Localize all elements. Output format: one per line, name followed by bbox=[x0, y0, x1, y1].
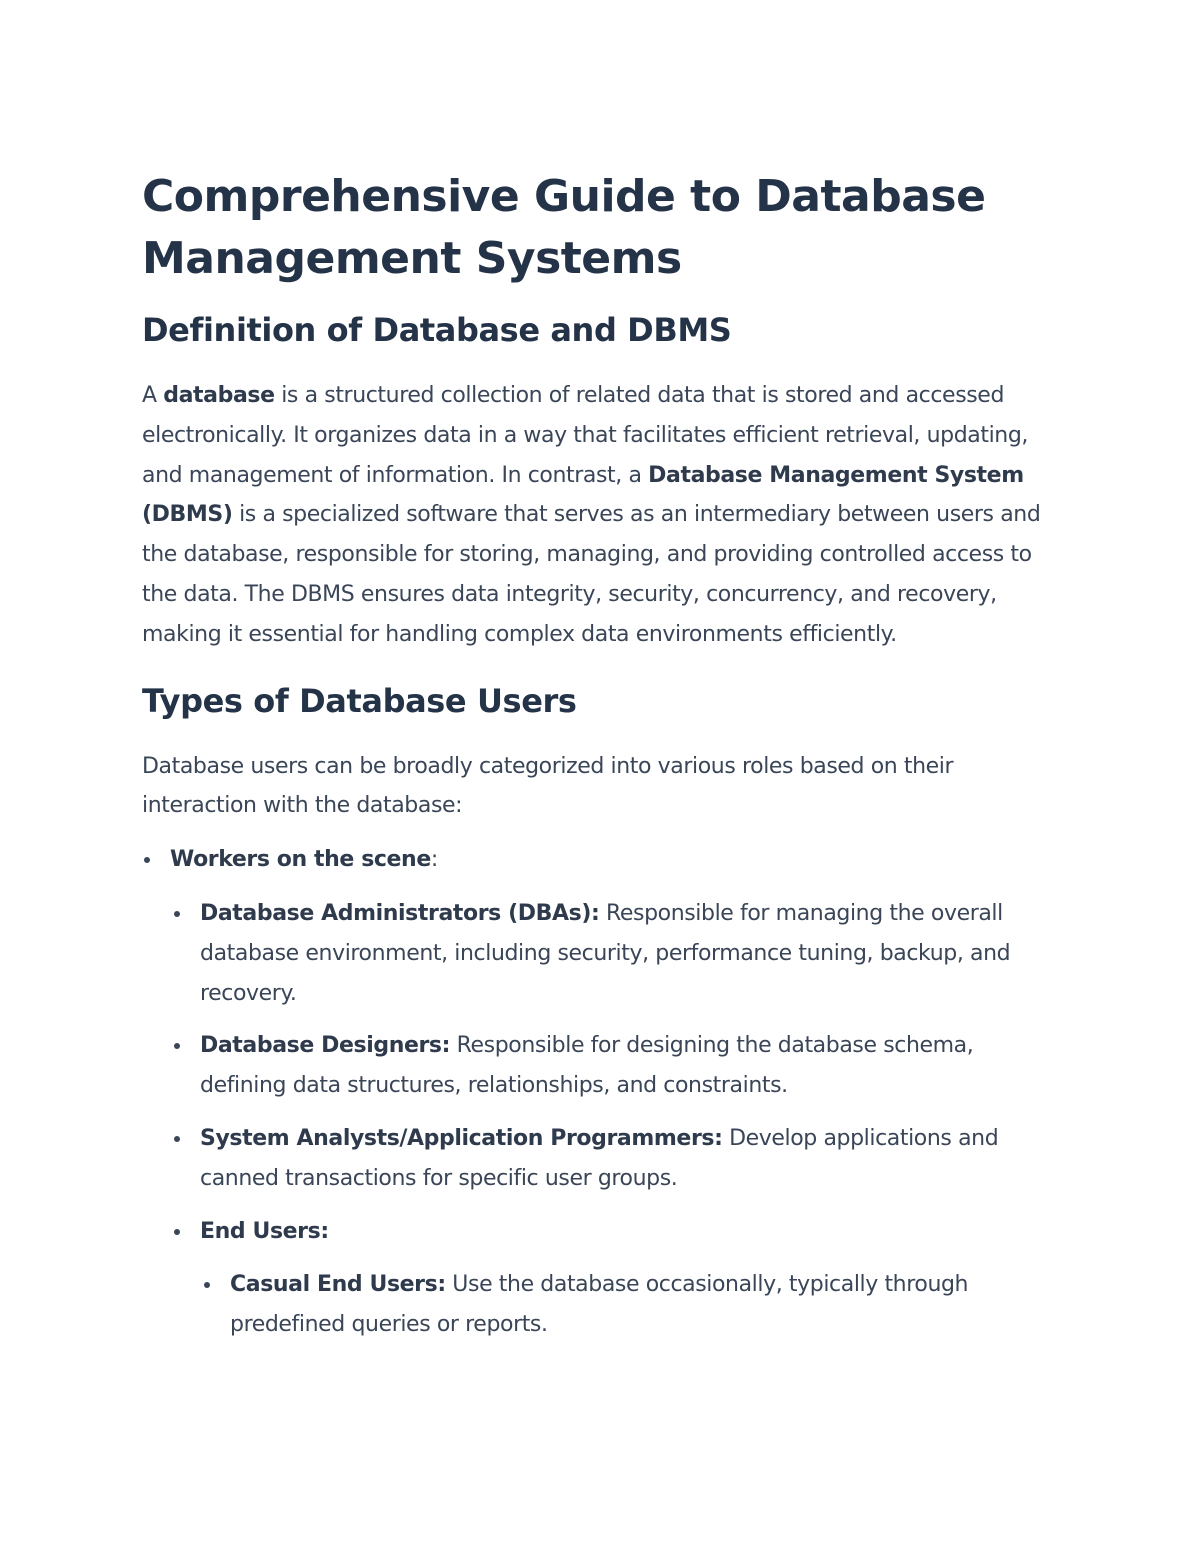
list-item-designers bbox=[200, 1026, 1062, 1106]
term-casual-end-users: Casual End Users: bbox=[230, 1272, 446, 1298]
list-item-analysts bbox=[200, 1119, 1062, 1199]
text-segment: A bbox=[142, 383, 164, 408]
heading-user-types: Types of Database Users bbox=[142, 681, 577, 720]
term-dbms: Database Management System (DBMS) bbox=[142, 462, 1024, 528]
workers-suffix: : bbox=[430, 847, 438, 873]
list-item-dba bbox=[200, 894, 1062, 1013]
term-dba: Database Administrators (DBAs): bbox=[200, 900, 600, 926]
list-item-casual-end-users bbox=[230, 1265, 1062, 1345]
desc-casual-end-users: Use the database occasionally, typically through predefined queries or reports. bbox=[230, 1272, 969, 1338]
user-types-list bbox=[142, 840, 1062, 1345]
text-segment: is a specialized software that serves as an intermediary between users and the database, responsible for storing, managing, and providing controlled access to the data. The DBMS ensures data integrity, security, concurrency, and recovery, making it essential for handling complex data environments efficiently. bbox=[142, 502, 1041, 647]
desc-designers: Responsible for designing the database schema, defining data structures, relationships, and constraints. bbox=[200, 1033, 974, 1099]
workers-label: Workers on the scene bbox=[170, 847, 431, 873]
page-title: Comprehensive Guide to Database Management Systems bbox=[142, 171, 986, 284]
end-users-label: End Users: bbox=[200, 1218, 329, 1244]
list-item-workers bbox=[170, 840, 1062, 1345]
paragraph-definition bbox=[142, 376, 1062, 655]
paragraph-users-intro: Database users can be broadly categorized into various roles based on their interaction with the database: bbox=[142, 753, 954, 819]
term-designers: Database Designers: bbox=[200, 1033, 451, 1059]
list-item-end-users bbox=[200, 1212, 1062, 1345]
term-database: database bbox=[163, 383, 275, 408]
term-analysts: System Analysts/Application Programmers: bbox=[200, 1125, 723, 1151]
desc-dba: Responsible for managing the overall database environment, including security, performance tuning, backup, and recovery. bbox=[200, 900, 1011, 1006]
end-users-sublist bbox=[200, 1265, 1062, 1345]
heading-definition: Definition of Database and DBMS bbox=[142, 311, 732, 349]
document-page bbox=[142, 166, 1062, 1345]
workers-sublist bbox=[170, 894, 1062, 1345]
text-segment: is a structured collection of related data that is stored and accessed electronically. It organizes data in a way that facilitates efficient retrieval, updating, and management of information. In contrast, a bbox=[142, 383, 1028, 488]
desc-analysts: Develop applications and canned transactions for specific user groups. bbox=[200, 1125, 999, 1191]
